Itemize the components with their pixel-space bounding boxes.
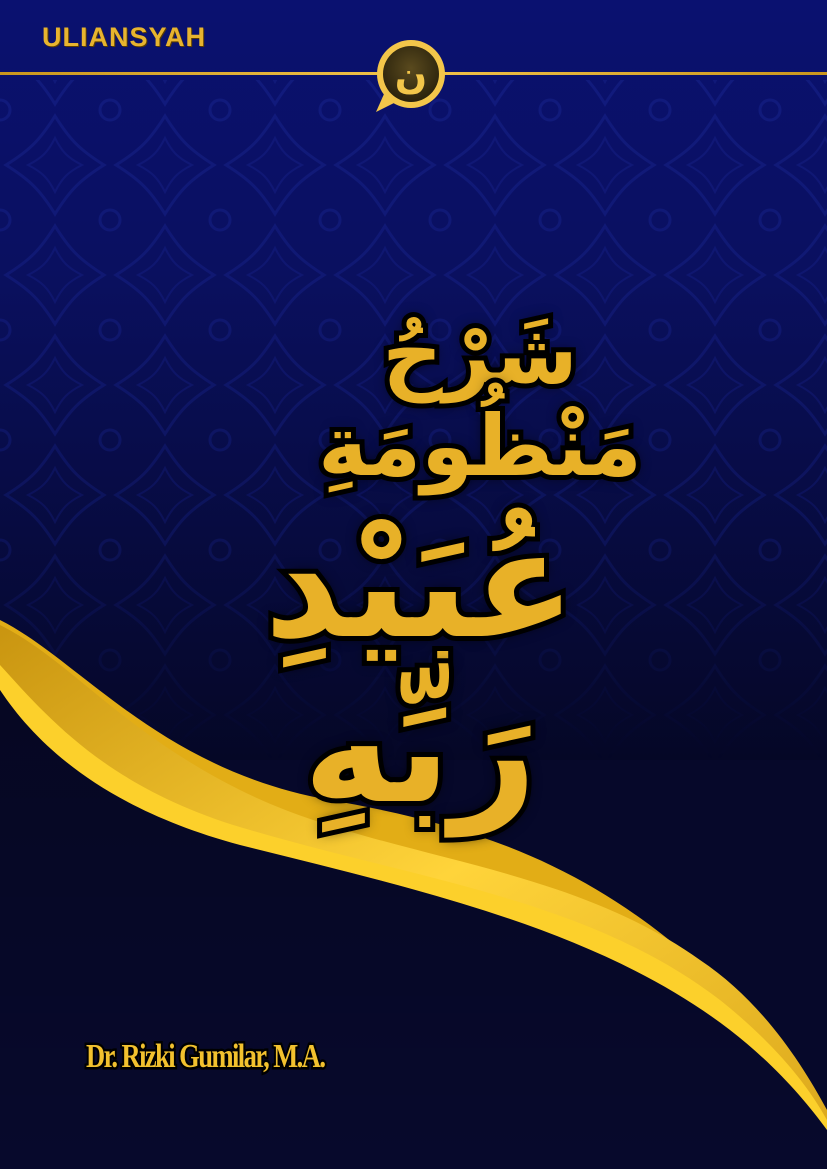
title-line-2: عُبَيْدِ رَبِّهِ [264, 497, 576, 837]
arabic-title [140, 290, 700, 837]
speech-bubble-nun-icon [370, 36, 452, 116]
title-line-1: شَرْحُ مَنْظُومَةِ [318, 305, 642, 496]
author-name: Dr. Rizki Gumilar, M.A. [86, 1038, 325, 1075]
logo-nun-glyph: ن [394, 53, 428, 97]
publisher-logo-text: ULIANSYAH [42, 22, 207, 52]
